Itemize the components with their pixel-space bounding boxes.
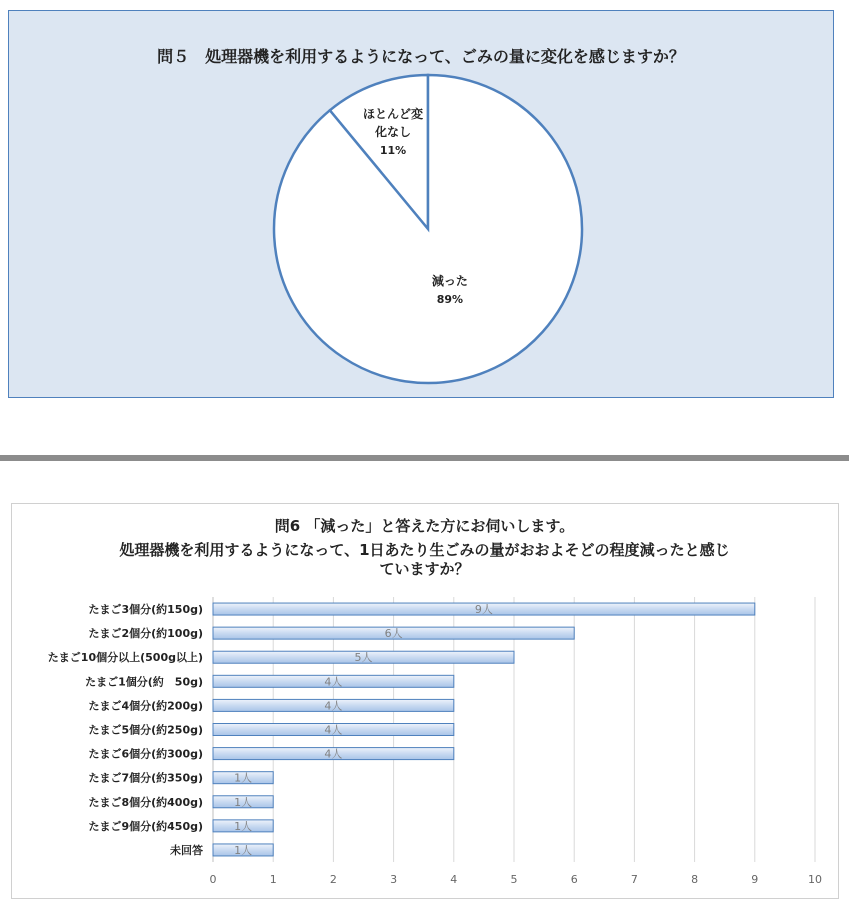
y-category-label: たまご3個分(約150g) [88,603,203,617]
bar-value-label: 6人 [384,627,403,641]
y-category-label: たまご6個分(約300g) [88,747,203,761]
pie-slice-label: ほとんど変 [363,106,424,121]
y-category-label: たまご7個分(約350g) [88,771,203,785]
pie-slice-value-label: 89% [436,292,464,306]
y-category-label: たまご2個分(約100g) [88,627,203,641]
bar-value-label: 4人 [324,675,343,689]
y-category-label: たまご10個分以上(500g以上) [47,651,203,665]
y-category-label: たまご4個分(約200g) [88,699,203,713]
bar-value-label: 9人 [474,603,493,617]
y-category-label: たまご9個分(約450g) [88,819,203,833]
bar-value-label: 4人 [324,747,343,761]
x-tick-label: 8 [691,873,699,886]
x-tick-label: 6 [570,873,578,886]
x-tick-label: 10 [808,873,822,886]
bar-value-label: 1人 [234,843,253,857]
x-tick-label: 1 [269,873,277,886]
pie-slice-label: 減った [431,273,468,288]
y-category-label: たまご8個分(約400g) [88,795,203,809]
bar-value-label: 1人 [234,771,253,785]
bar-value-label: 5人 [354,651,373,665]
bar-value-label: 1人 [234,795,253,809]
pie-chart-title: 問５ 処理器機を利用するようになって、ごみの量に変化を感じますか？ [157,47,685,66]
x-tick-label: 4 [450,873,458,886]
y-category-label: 未回答 [170,843,203,857]
x-tick-label: 0 [209,873,217,886]
pie-slice-value-label: 11% [379,143,407,157]
y-category-label: たまご1個分(約 50g) [85,675,203,689]
x-tick-label: 5 [510,873,518,886]
bar-chart-title-line-2: 処理器機を利用するようになって、1日あたり生ごみの量がおおよそどの程度減ったと感じ [119,541,730,559]
x-tick-label: 7 [630,873,638,886]
bar-value-label: 1人 [234,819,253,833]
bar-value-label: 4人 [324,699,343,713]
pie-slice-label: 化なし [375,124,412,139]
x-tick-label: 3 [390,873,398,886]
x-tick-label: 9 [751,873,759,886]
bar-value-label: 4人 [324,723,343,737]
x-tick-label: 2 [329,873,337,886]
bar-chart-title-line-3: ていますか？ [379,560,470,578]
bar-chart-title-line-1: 問6 「減った」と答えた方にお伺いします。 [274,517,575,535]
y-category-label: たまご5個分(約250g) [88,723,203,737]
